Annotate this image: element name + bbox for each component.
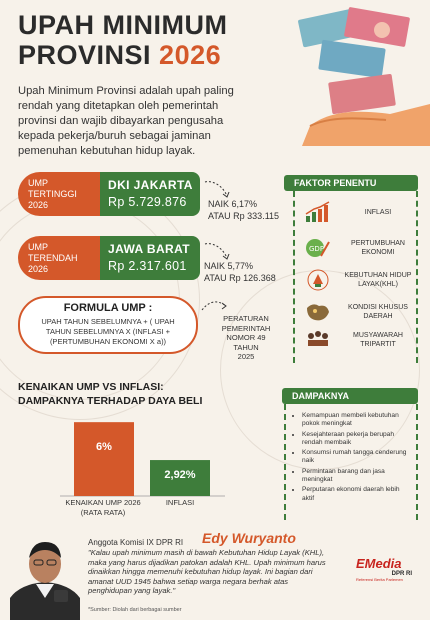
gdp-growth-icon (303, 236, 333, 260)
impact-item: • Permintaan barang dan jasa meningkat (302, 468, 410, 485)
speaker-name: Edy Wuryanto (202, 530, 296, 546)
label-line: UMP (28, 242, 48, 252)
formula-body: UPAH TAHUN SEBELUMNYA + ( UPAH TAHUN SEBELUMNYA X (INFLASI + (PERTUMBUHAN EKONOMI X a)) (41, 317, 175, 346)
chart-title-line: KENAIKAN UMP VS INFLASI: (18, 381, 164, 393)
factor-label: KEBUTUHAN HIDUP LAYAK(KHL) (344, 272, 412, 288)
page-title (18, 10, 227, 70)
impact-title: DAMPAKNYA (282, 388, 418, 404)
chart-title-line: DAMPAKNYA TERHADAP DAYA BELI (18, 395, 203, 407)
factor-label: KONDISI KHUSUS DAERAH (348, 304, 408, 320)
impact-item: • Konsumsi rumah tangga cenderung naik (302, 449, 410, 466)
title-province: PROVINSI (18, 40, 152, 70)
chart-category-label: INFLASI (165, 498, 195, 507)
logo-tagline: Referensi Berita Parlemen (356, 577, 403, 582)
meeting-icon (303, 328, 333, 352)
chart-data-label: 2,92% (164, 469, 196, 482)
ump-highest-box (18, 172, 200, 216)
intro-paragraph: Upah Minimum Provinsi adalah upah paling rendah yang ditetapkan oleh pemerintah provinsi dan wajib dibayarkan pengusaha kepada pekerja/buruh sebagai jaminan pemenuhan kebutuhan hidup layak. (18, 85, 234, 157)
note-line: NOMOR 49 TAHUN (226, 333, 266, 352)
speaker-photo (10, 528, 80, 620)
label-line: UMP (28, 178, 48, 188)
basic-needs-icon (303, 268, 333, 292)
wage-amount: Rp 2.317.601 (108, 259, 187, 273)
label-line: TERTINGGI (28, 189, 77, 199)
chart-title (18, 380, 268, 408)
region-map-icon (303, 300, 333, 324)
money-hand-icon (290, 6, 430, 146)
formula-heading: FORMULA UMP : (63, 302, 153, 314)
logo-sub: DPR RI (391, 571, 412, 577)
factors-title: FAKTOR PENENTU (284, 175, 418, 191)
wage-amount: Rp 5.729.876 (108, 195, 187, 209)
label-line: 2026 (28, 264, 49, 274)
chart-data-label: 6% (96, 441, 112, 454)
speaker-quote: "Kalau upah minimum masih di bawah Kebutuhan Hidup Layak (KHL), maka yang harus dijadikan patokan adalah KHL. Upah minimum harus dinaikkan hingga memenuhi kebutuhan hidup layak. Ini bagian dari amanat UUD 1945 bahwa setiap warga negara berhak atas penghidupan yang layak." (88, 548, 326, 596)
ump-highest-note (208, 198, 279, 222)
factor-item (303, 268, 413, 292)
chart-category-label: KENAIKAN UMP 2026 (RATA RATA) (65, 498, 141, 517)
note-line: NAIK 6,17% (208, 199, 258, 209)
formula-box (18, 296, 198, 354)
source-note: *Sumber: Diolah dari berbagai sumber (88, 607, 182, 613)
impact-item: • Perputaran ekonomi daerah lebih aktif (302, 486, 410, 503)
title-line-2 (18, 40, 227, 70)
factor-item (303, 200, 413, 224)
regulation-note (218, 314, 274, 362)
label-line: TERENDAH (28, 253, 78, 263)
title-line-1: UPAH MINIMUM (18, 10, 228, 40)
note-line: ATAU Rp 126.368 (204, 273, 276, 283)
title-year: 2026 (159, 40, 222, 70)
factor-label: PERTUMBUHAN EKONOMI (351, 240, 405, 256)
factor-item (303, 300, 413, 324)
ump-lowest-note (204, 260, 276, 284)
province-name: JAWA BARAT (108, 242, 190, 256)
impact-panel (284, 404, 418, 520)
arrow-icon (200, 298, 230, 314)
ump-highest-label (18, 172, 100, 216)
label-line: 2026 (28, 200, 49, 210)
logo-wordmark (356, 556, 424, 571)
impact-item: • Kemampuan membeli kebutuhan pokok meningkat (302, 412, 410, 429)
impact-item: • Kesejahteraan pekerja berupah rendah membaik (302, 431, 410, 448)
inflation-chart-icon (303, 200, 333, 224)
chart-bar (74, 422, 134, 496)
ump-highest-value (100, 172, 200, 216)
factor-item (303, 236, 413, 260)
ump-lowest-label (18, 236, 100, 280)
ump-lowest-value (100, 236, 200, 280)
speaker-role: Anggota Komisi IX DPR RI (88, 538, 184, 547)
note-line: PEMERINTAH (221, 323, 271, 333)
factor-item (303, 328, 413, 352)
note-line: NAIK 5,77% (204, 261, 254, 271)
province-name: DKI JAKARTA (108, 178, 193, 192)
logo-word: Media (364, 556, 402, 571)
arrow-icon (203, 240, 233, 262)
note-line: PERATURAN (223, 314, 269, 323)
factor-label: MUSYAWARAH TRIPARTIT (353, 332, 403, 348)
factor-label: INFLASI (364, 208, 392, 216)
note-line: ATAU Rp 333.115 (208, 211, 280, 221)
note-line: 2025 (237, 352, 255, 361)
emedia-logo (356, 556, 424, 582)
arrow-icon (203, 178, 233, 200)
logo-letter: E (356, 556, 365, 571)
ump-lowest-box (18, 236, 200, 280)
svg-text:GDP: GDP (309, 245, 325, 253)
